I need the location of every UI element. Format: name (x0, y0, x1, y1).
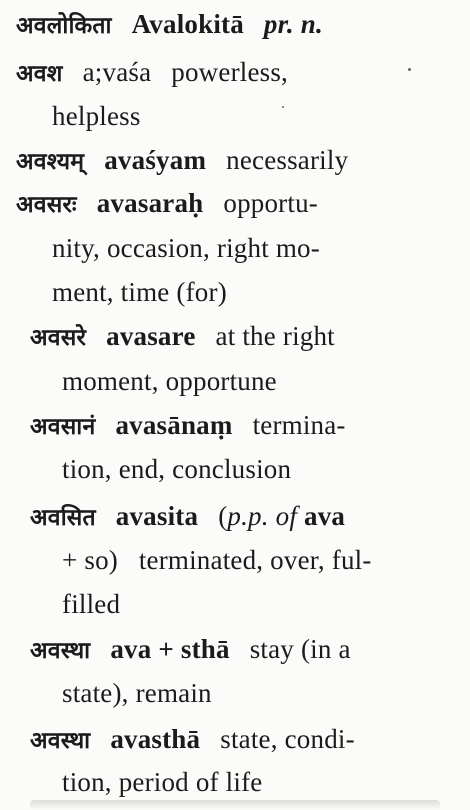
cut-off-text-shadow (30, 800, 440, 810)
headword-devanagari: अवसित (30, 505, 96, 531)
entry-avasare (30, 320, 335, 354)
gloss-ava: ava (304, 501, 346, 531)
headword-translit: avasthā (110, 724, 201, 754)
entry-avalokita (16, 8, 323, 42)
gloss-continuation: ment, time (for) (52, 277, 227, 307)
entry-avasita (30, 500, 345, 534)
gloss-continuation: state), remain (62, 678, 212, 708)
headword-devanagari: अवस्था (30, 728, 91, 754)
headword-translit: a;vaśa (82, 57, 152, 87)
gloss-paren: ( (218, 501, 228, 531)
scan-speck (282, 106, 284, 108)
gloss-continuation: filled (62, 589, 121, 619)
headword-devanagari: अवसरः (16, 192, 77, 218)
headword-devanagari: अवश्यम् (16, 149, 85, 175)
gloss: necessarily (226, 145, 349, 175)
headword-devanagari: अवसरे (30, 325, 87, 351)
gloss-continuation: tion, period of life (62, 767, 263, 797)
headword-translit: Avalokitā (131, 9, 244, 39)
headword-translit: avasare (106, 321, 196, 351)
cut-off-next-line (0, 796, 470, 810)
gloss: powerless, (171, 57, 289, 87)
headword-devanagari: अवलोकिता (16, 13, 112, 39)
gloss: state, condi- (220, 724, 355, 754)
gloss: stay (in a (249, 634, 351, 664)
entry-avasa (16, 56, 288, 90)
gloss-continuation: helpless (52, 101, 141, 131)
scan-speck (408, 68, 411, 71)
headword-translit: avaśyam (104, 145, 207, 175)
entry-ava-stha (30, 633, 351, 667)
gloss-continuation: tion, end, conclusion (62, 454, 292, 484)
entry-avasyam (16, 144, 348, 178)
headword-devanagari: अवश (16, 61, 63, 87)
headword-devanagari: अवसानं (30, 414, 96, 440)
entry-avastha (30, 723, 355, 757)
gloss: termina- (252, 410, 346, 440)
headword-translit: ava + sthā (110, 634, 230, 664)
gloss-pp-of: p.p. of (227, 501, 298, 531)
entry-avasanam (30, 409, 346, 443)
headword-translit: avasaraḥ (96, 188, 204, 218)
gloss: at the right (215, 321, 335, 351)
headword-devanagari: अवस्था (30, 638, 91, 664)
gloss-continuation: nity, occasion, right mo- (52, 233, 320, 263)
gloss-continuation: + so) terminated, over, ful- (62, 545, 372, 575)
headword-translit: avasānaṃ (115, 410, 233, 440)
headword-translit: avasita (115, 501, 199, 531)
gloss-continuation: moment, opportune (62, 366, 277, 396)
entry-avasarah (16, 187, 318, 221)
gloss: opportu- (223, 188, 318, 218)
gloss: pr. n. (263, 9, 323, 39)
